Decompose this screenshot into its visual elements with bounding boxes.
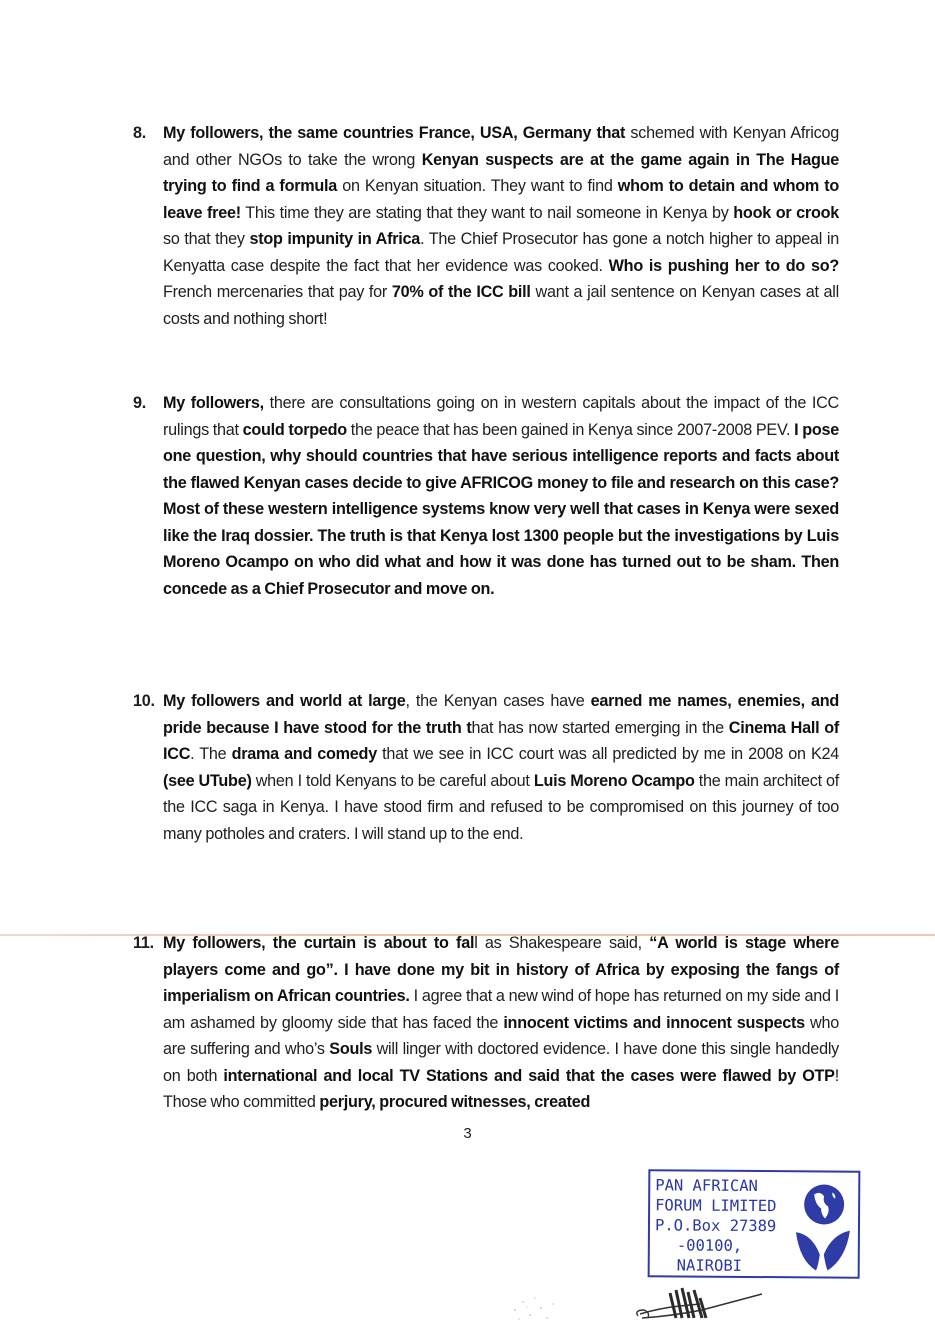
text-run: who are suffering and who’s xyxy=(163,1013,839,1058)
text-run: so that they xyxy=(163,230,250,248)
text-run: hat has now started emerging in the xyxy=(471,718,729,737)
text-run: This time they are stating that they want to nail someone in Kenya by xyxy=(240,203,734,222)
text-run: want a jail sentence on Kenyan cases at all costs and nothing short! xyxy=(163,283,839,328)
bold-text-run: Souls xyxy=(329,1040,373,1058)
bold-text-run: whom to detain and whom to leave free! xyxy=(163,177,839,222)
stamp-line: NAIROBI xyxy=(676,1256,743,1275)
paragraph-body xyxy=(163,930,839,1116)
paragraph-body xyxy=(163,688,839,847)
page-number: 3 xyxy=(463,1125,472,1142)
bold-text-run: Kenyan suspects are at the game again in The Hague trying to find a formula xyxy=(163,150,839,195)
paragraph-11 xyxy=(133,930,839,1116)
bold-text-run: earned me names, enemies, and pride because I have stood for the truth t xyxy=(163,692,840,737)
stamp-line: P.O.Box 27389 xyxy=(654,1216,777,1236)
text-run: that we see in ICC court was all predicted by me in 2008 on K24 xyxy=(376,745,839,763)
stamp-line: FORUM LIMITED xyxy=(655,1196,777,1216)
bold-text-run: My followers and world at large xyxy=(163,692,406,710)
company-stamp xyxy=(648,1169,861,1278)
text-run: will linger with doctored evidence. I have done this single handedly on both xyxy=(163,1040,840,1085)
paragraph-body xyxy=(163,120,839,332)
bold-text-run: My followers, the curtain is about to fal xyxy=(163,934,475,952)
bold-text-run: innocent victims and innocent suspects xyxy=(503,1013,805,1032)
stamp-line: PAN AFRICAN xyxy=(655,1176,758,1196)
text-run: l as Shakespeare said, xyxy=(474,934,650,952)
text-run: French mercenaries that pay for xyxy=(163,283,392,301)
paragraph-body xyxy=(163,390,839,602)
paragraph-9 xyxy=(133,390,839,602)
text-run: the peace that has been gained in Kenya since 2007-2008 PEV. xyxy=(346,420,795,439)
paragraph-number: 9. xyxy=(133,394,147,412)
stamp-line: -00100, xyxy=(676,1236,743,1255)
bold-text-run: My followers, the same countries France, USA, Germany that xyxy=(163,124,626,142)
bold-text-run: Who is pushing her to do so? xyxy=(608,256,839,275)
text-run: . The Chief Prosecutor has gone a notch higher to appeal in Kenyatta case despite the fact that her evidence was cooked. xyxy=(163,230,840,275)
signature-icon xyxy=(630,1268,770,1323)
text-run: there are consultations going on in western capitals about the impact of the ICC rulings that xyxy=(163,394,840,439)
bold-text-run: Cinema Hall of ICC xyxy=(163,718,840,763)
text-run: schemed with Kenyan Africog and other NGOs to take the wrong xyxy=(163,124,839,169)
text-run: , the Kenyan cases have xyxy=(405,692,591,710)
text-run: I agree that a new wind of hope has returned on my side and I am ashamed by gloomy side that has faced the xyxy=(163,987,839,1032)
bold-text-run: hook or crook xyxy=(733,203,839,222)
text-run: when I told Kenyans to be careful about xyxy=(251,771,534,790)
bold-text-run: I pose one question, why should countries that have serious intelligence reports and facts about the flawed Kenyan cases decide to give AFRICOG money to file and research on this case? Most of these western intelligence systems know very well that cases in Kenya were sexed like the Iraq dossier. The truth is that Kenya lost 1300 people but the investigations by Luis Moreno Ocampo on who did what and how it was done has turned out to be sham. Then concede as a Chief Prosecutor and move on. xyxy=(163,420,839,598)
paragraph-10 xyxy=(133,688,839,847)
text-run: . The xyxy=(190,745,232,763)
bold-text-run: stop impunity in Africa xyxy=(249,230,421,248)
paragraph-8 xyxy=(133,120,839,332)
text-run: on Kenyan situation. They want to find xyxy=(337,177,618,195)
bold-text-run: (see UTube) xyxy=(163,771,252,790)
bold-text-run: drama and comedy xyxy=(231,745,377,763)
bold-text-run: My followers, xyxy=(163,394,264,412)
text-run: the main architect of the ICC saga in Kenya. I have stood firm and refused to be compromised on this journey of too many potholes and craters. I will stand up to the end. xyxy=(163,771,839,843)
bold-text-run: 70% of the ICC bill xyxy=(391,283,531,301)
bold-text-run: could torpedo xyxy=(242,420,347,439)
scan-speckle xyxy=(505,1290,565,1323)
paragraph-number: 11. xyxy=(133,934,154,952)
bold-text-run: “A world is stage where players come and go”. I have done my bit in history of Africa by exposing the fangs of imperialism on African countries. xyxy=(163,934,839,1005)
bold-text-run: perjury, procured witnesses, created xyxy=(319,1093,591,1111)
text-run: ! Those who committed xyxy=(163,1066,839,1111)
globe-with-leaves-icon xyxy=(792,1180,853,1272)
paragraph-number: 10. xyxy=(133,692,155,710)
bold-text-run: Luis Moreno Ocampo xyxy=(533,771,695,790)
bold-text-run: international and local TV Stations and said that the cases were flawed by OTP xyxy=(223,1066,835,1085)
paragraph-number: 8. xyxy=(133,124,147,142)
